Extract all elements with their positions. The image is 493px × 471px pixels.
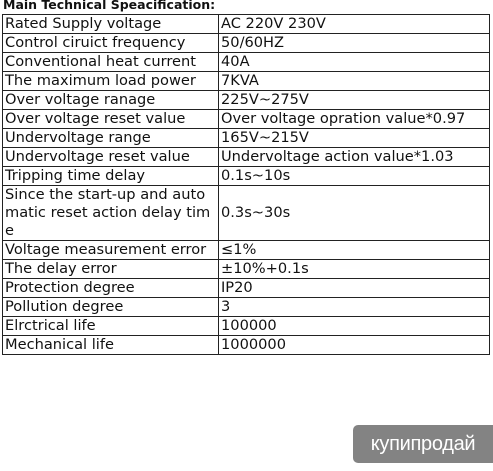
table-row: [3, 167, 490, 186]
param-cell: Pollution degree: [3, 298, 219, 317]
table-row: [3, 336, 490, 355]
table-row: [3, 186, 490, 241]
table-row: [3, 53, 490, 72]
table-row: [3, 148, 490, 167]
param-cell: Since the start-up and automatic reset action delay time: [3, 186, 219, 241]
value-cell: 7KVA: [219, 72, 490, 91]
table-row: [3, 241, 490, 260]
table-row: [3, 34, 490, 53]
table-row: [3, 260, 490, 279]
table-row: [3, 15, 490, 34]
value-cell: 100000: [219, 317, 490, 336]
value-cell: Undervoltage action value*1.03: [219, 148, 490, 167]
watermark-badge: [353, 425, 493, 463]
value-cell: AC 220V 230V: [219, 15, 490, 34]
spec-title: Main Technical Speacification:: [3, 0, 216, 12]
value-cell: 40A: [219, 53, 490, 72]
value-cell: Over voltage opration value*0.97: [219, 110, 490, 129]
table-row: [3, 91, 490, 110]
value-cell: 0.3s~30s: [219, 186, 490, 241]
value-cell: 3: [219, 298, 490, 317]
table-row: [3, 279, 490, 298]
watermark-text: купипродай: [370, 432, 476, 455]
param-cell: Over voltage ranage: [3, 91, 219, 110]
param-cell: Tripping time delay: [3, 167, 219, 186]
param-cell: Undervoltage range: [3, 129, 219, 148]
table-row: [3, 129, 490, 148]
param-cell: Elrctrical life: [3, 317, 219, 336]
value-cell: 225V~275V: [219, 91, 490, 110]
table-row: [3, 72, 490, 91]
value-cell: ≤1%: [219, 241, 490, 260]
table-row: [3, 317, 490, 336]
spec-table: [2, 14, 490, 355]
param-cell: Control ciruict frequency: [3, 34, 219, 53]
param-cell: Undervoltage reset value: [3, 148, 219, 167]
param-cell: Voltage measurement error: [3, 241, 219, 260]
value-cell: 50/60HZ: [219, 34, 490, 53]
value-cell: IP20: [219, 279, 490, 298]
value-cell: ±10%+0.1s: [219, 260, 490, 279]
value-cell: 0.1s~10s: [219, 167, 490, 186]
param-cell: Conventional heat current: [3, 53, 219, 72]
param-cell: Over voltage reset value: [3, 110, 219, 129]
param-cell: Protection degree: [3, 279, 219, 298]
param-cell: The delay error: [3, 260, 219, 279]
param-cell: Mechanical life: [3, 336, 219, 355]
value-cell: 165V~215V: [219, 129, 490, 148]
table-row: [3, 298, 490, 317]
param-cell: The maximum load power: [3, 72, 219, 91]
table-row: [3, 110, 490, 129]
param-cell: Rated Supply voltage: [3, 15, 219, 34]
value-cell: 1000000: [219, 336, 490, 355]
